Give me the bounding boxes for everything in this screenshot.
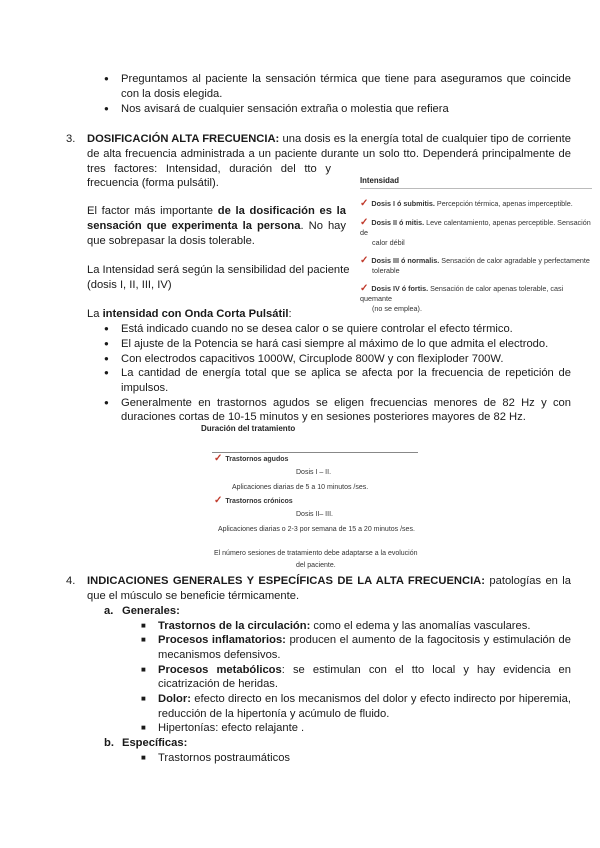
generales-item (158, 721, 304, 735)
item-text: como el edema y las anomalías vasculares. (310, 620, 531, 632)
check-icon: ✓ (360, 283, 369, 294)
onda-bullet-continuation: duraciones cortas de 10-15 minutos y en sesiones posteriores mayores de 82 Hz. (121, 411, 526, 423)
section-3-heading (87, 132, 571, 146)
agudos-aplicaciones: Aplicaciones diarias de 5 a 10 minutos /ses. (232, 484, 369, 491)
check-icon: ✓ (360, 198, 369, 209)
section-3-line2: de alta frecuencia administrada a un paciente durante un solo tto. Dependerá principalmente de (87, 148, 571, 160)
nota-sesiones-2: del paciente. (296, 562, 336, 569)
text: . No hay (300, 220, 346, 232)
bold-text: de la dosificación es la (217, 205, 346, 217)
dosis-desc: Leve calentamiento, apenas perceptible. Sensación de (360, 218, 591, 237)
item-bold: Dolor: (158, 693, 191, 705)
bullet-continuation: con la dosis elegida. (121, 88, 223, 100)
dosis-desc-2: (no se emplea). (372, 304, 422, 313)
generales-item (158, 692, 571, 706)
generales-item (158, 619, 530, 633)
dosis-item (360, 284, 592, 314)
dosificacion-para-line1 (87, 204, 346, 218)
section-4-heading (87, 574, 571, 588)
bullet-molestia: ● Nos avisará de cualquier sensación extraña o molestia que refiera (121, 102, 449, 116)
dosis-item (360, 256, 592, 276)
duracion-divider (212, 452, 418, 453)
check-icon: ✓ (214, 495, 223, 506)
cronicos-aplicaciones: Aplicaciones diarias o 2-3 por semana de 15 a 20 minutos /ses. (218, 526, 415, 533)
duracion-figure-title: Duración del tratamiento (201, 424, 296, 433)
dosis-label: Dosis IV ó fortis. (371, 284, 429, 293)
sub-b-title (122, 736, 187, 750)
section-4-text: patologías en la (485, 575, 571, 587)
dosis-desc: Sensación de calor agradable y perfectamente (439, 256, 590, 265)
sub-b-label (104, 736, 114, 750)
onda-bullet: ● Generalmente en trastornos agudos se eligen frecuencias menores de 82 Hz y con (121, 396, 571, 410)
onda-bullet: ● La cantidad de energía total que se aplica se afecta por la frecuencia de repetición de (121, 366, 571, 380)
dosis-desc-2: calor débil (372, 238, 405, 247)
section-number: 3. (66, 133, 76, 145)
section-3-line4: frecuencia (forma pulsátil). (87, 177, 219, 189)
generales-item-continuation: reducción de la hipertonía y acúmulo de fluido. (158, 708, 390, 720)
intensidad-figure (360, 176, 592, 314)
generales-item-continuation: mecanismos defensivos. (158, 649, 281, 661)
item-bold: Procesos metabólicos (158, 664, 282, 676)
agudos-text: Trastornos agudos (225, 456, 289, 463)
section-3-text: una dosis es la energía total de cualquier tipo de corriente (279, 133, 571, 145)
text: El factor más importante (87, 205, 218, 217)
nota-sesiones: El número sesiones de tratamiento debe adaptarse a la evolución (214, 550, 418, 557)
sub-a-label (104, 604, 113, 618)
text: La (87, 308, 103, 320)
cronicos-dosis: Dosis II– III. (296, 511, 333, 518)
divider (360, 188, 592, 189)
onda-bullet: ● El ajuste de la Potencia se hará casi siempre al máximo de lo que admita el electrodo. (121, 337, 548, 351)
item-text: Hipertonías: efecto relajante . (158, 722, 305, 734)
section-4-title: INDICACIONES GENERALES Y ESPECÍFICAS DE LA ALTA FRECUENCIA: (87, 575, 485, 587)
onda-bullet: ● Está indicado cuando no se desea calor o se quiere controlar el efecto térmico. (121, 322, 513, 336)
label: a. (104, 605, 114, 617)
bullet-sensacion-termica: ● Preguntamos al paciente la sensación térmica que tiene para aseguramos que coincide (121, 72, 571, 86)
onda-bullet-continuation: impulsos. (121, 382, 169, 394)
check-icon: ✓ (360, 217, 369, 228)
item-text: : se estimulan con el tto local y hay evidencia en (281, 664, 571, 676)
onda-corta-heading (87, 307, 292, 321)
dosis-label: Dosis II ó mitis. (371, 218, 425, 227)
section-4-line2: que el músculo se beneficie térmicamente. (87, 590, 300, 602)
generales-item (158, 663, 571, 677)
dosis-desc: Percepción térmica, apenas imperceptible. (434, 199, 573, 208)
dosis-label: Dosis I ó submitis. (371, 199, 435, 208)
section-3-title: DOSIFICACIÓN ALTA FRECUENCIA: (87, 133, 280, 145)
dosificacion-para-line2 (87, 219, 346, 233)
dosis-desc-2: tolerable (372, 266, 400, 275)
cronicos-text: Trastornos crónicos (225, 498, 293, 505)
agudos-dosis: Dosis I – II. (296, 469, 332, 476)
bold-text: sensación que experimenta la persona (87, 220, 301, 232)
item-text: efecto directo en los mecanismos del dolor y efecto indirecto por hiperemia, (190, 693, 571, 705)
dosis-item (360, 218, 592, 248)
item-bold: Trastornos de la circulación: (158, 620, 311, 632)
intensidad-para-line2: (dosis I, II, III, IV) (87, 279, 172, 291)
title: Generales: (122, 605, 180, 617)
check-icon: ✓ (214, 453, 223, 464)
label: b. (104, 737, 114, 749)
agudos-label (214, 454, 288, 465)
onda-bullet: ● Con electrodos capacitivos 1000W, Circuplode 800W y con flexiploder 700W. (121, 352, 503, 366)
figure-title: Intensidad (360, 176, 399, 185)
dosis-desc: Sensación de calor apenas tolerable, casi quemante (360, 284, 564, 303)
check-icon: ✓ (360, 255, 369, 266)
sub-a-title (122, 604, 180, 618)
text: : (288, 308, 292, 320)
generales-item-continuation: cicatrización de heridas. (158, 678, 279, 690)
cronicos-label (214, 496, 293, 507)
especificas-item: ■ Trastornos postraumáticos (158, 751, 290, 765)
intensidad-para-line1: La Intensidad será según la sensibilidad del paciente (87, 264, 350, 276)
item-text: producen el aumento de la fagocitosis y estimulación de (285, 634, 571, 646)
item-bold: Procesos inflamatorios: (158, 634, 286, 646)
dosis-label: Dosis III ó normalis. (371, 256, 440, 265)
generales-item (158, 633, 571, 647)
section-3-line3: tres factores: Intensidad, duración del tto y (87, 163, 331, 175)
title: Específicas: (122, 737, 188, 749)
bold-text: intensidad con Onda Corta Pulsátil (102, 308, 289, 320)
dosificacion-para-line3: que sobrepasar la dosis tolerable. (87, 235, 255, 247)
section-number: 4. (66, 575, 76, 587)
dosis-item (360, 199, 592, 209)
